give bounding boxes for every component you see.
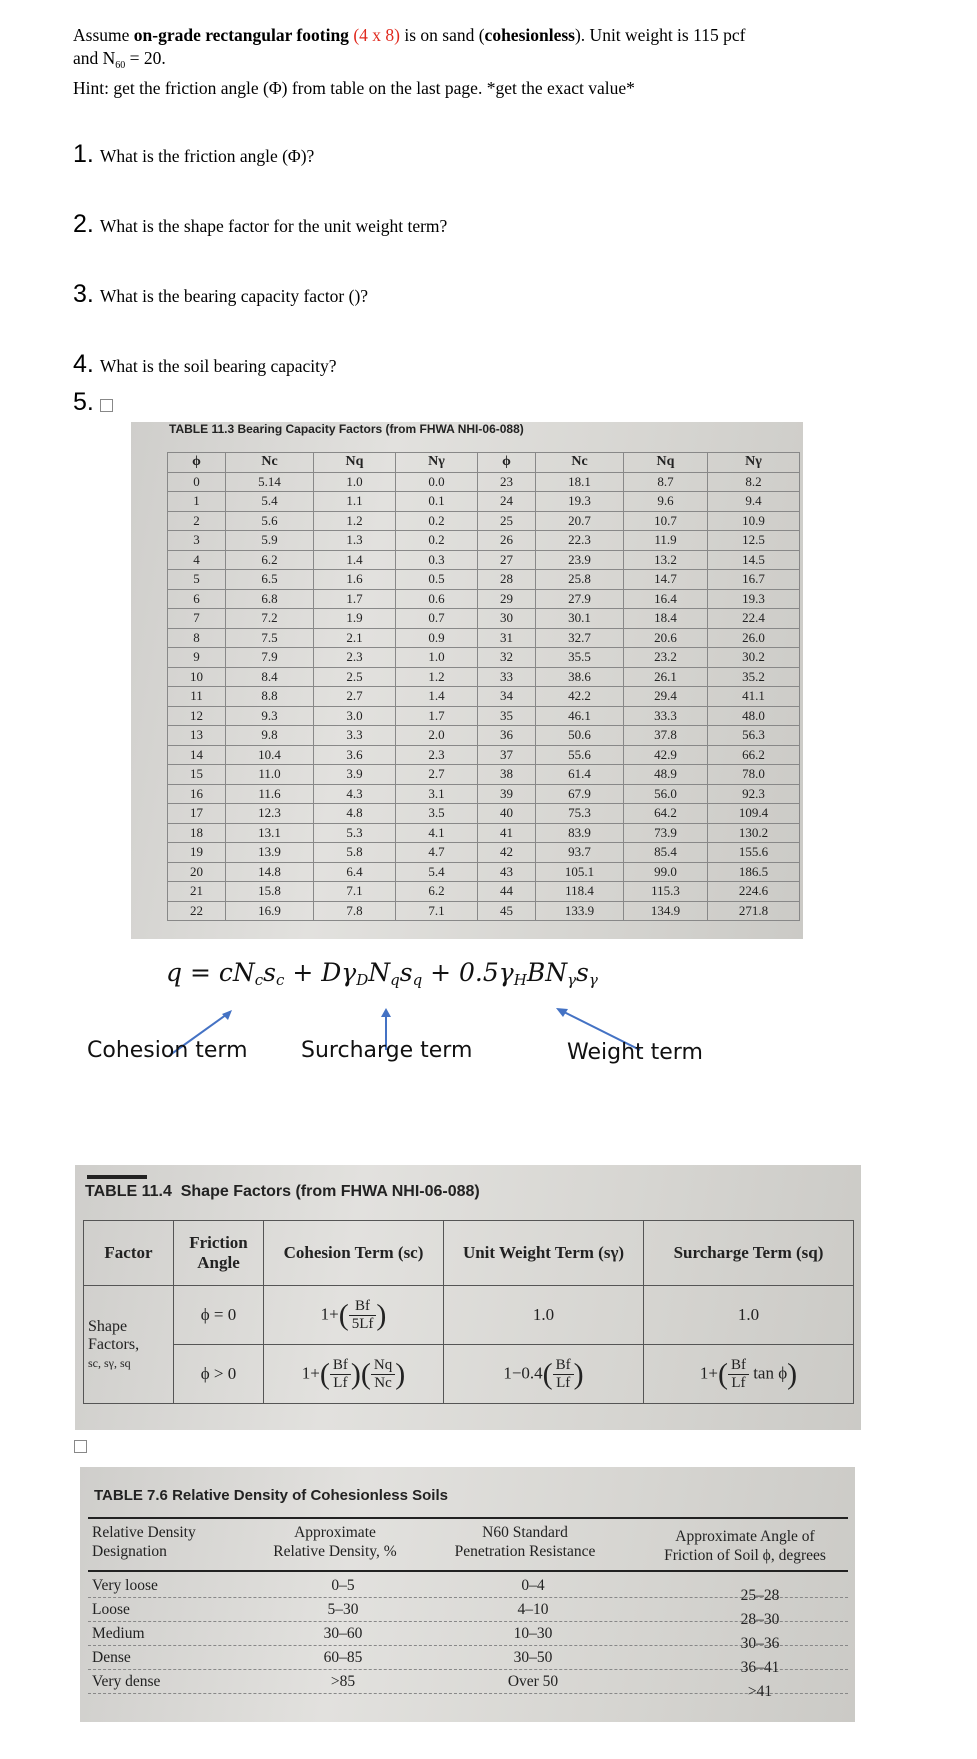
table-cell: 61.4 — [536, 765, 624, 785]
table-row — [168, 492, 800, 512]
table-cell: 17 — [168, 804, 226, 824]
cell-designation: Loose — [92, 1601, 130, 1618]
table-cell: 115.3 — [624, 882, 708, 902]
table-cell: 5.14 — [226, 472, 314, 492]
checkbox[interactable] — [74, 1440, 87, 1453]
cell-density: >85 — [330, 1673, 356, 1690]
table-row — [168, 667, 800, 687]
table-cell: 93.7 — [536, 843, 624, 863]
table-cell: 37.8 — [624, 726, 708, 746]
table-cell: 224.6 — [708, 882, 800, 902]
table-cell: 16 — [168, 784, 226, 804]
table-cell: 13.2 — [624, 550, 708, 570]
table-cell: 4.7 — [396, 843, 478, 863]
table-cell: 16.9 — [226, 901, 314, 921]
table-7-6-image — [80, 1467, 855, 1722]
header-nq: Nq — [314, 453, 396, 473]
table-cell: 23.9 — [536, 550, 624, 570]
table-cell: 27.9 — [536, 589, 624, 609]
table-cell: 2.3 — [314, 648, 396, 668]
table-row — [168, 570, 800, 590]
table-cell: 0.2 — [396, 531, 478, 551]
table-row — [168, 784, 800, 804]
question-3: 3. What is the bearing capacity factor ()? — [73, 280, 369, 308]
bearing-capacity-formula: $q = cN_cs_c + D\gamma_DN_qs_q + 0.5\gamma_HBN_\gamma s_\gamma$ — [166, 958, 598, 989]
weight-term-label: Weight term — [567, 1040, 703, 1065]
table-cell: 16.4 — [624, 589, 708, 609]
table-cell: 3.0 — [314, 706, 396, 726]
table-cell: 37 — [478, 745, 536, 765]
table-row — [168, 628, 800, 648]
cell-density: 5–30 — [327, 1601, 359, 1618]
table-row — [168, 882, 800, 902]
table-cell: 4 — [168, 550, 226, 570]
table-cell: 13.1 — [226, 823, 314, 843]
question-4: 4. What is the soil bearing capacity? — [73, 350, 337, 378]
table-cell: 39 — [478, 784, 536, 804]
table-cell: 0 — [168, 472, 226, 492]
table-cell: 14 — [168, 745, 226, 765]
header-phi: ϕ — [478, 453, 536, 473]
table-11-4-image — [75, 1165, 861, 1430]
table-row — [168, 648, 800, 668]
table-cell: 3.9 — [314, 765, 396, 785]
table-cell: 105.1 — [536, 862, 624, 882]
table-cell: 1.4 — [396, 687, 478, 707]
table-cell: 30.1 — [536, 609, 624, 629]
table-cell: 32.7 — [536, 628, 624, 648]
table-cell: 41 — [478, 823, 536, 843]
table-cell: 14.7 — [624, 570, 708, 590]
table-cell: 10.4 — [226, 745, 314, 765]
table-cell: 14.5 — [708, 550, 800, 570]
table-cell: 15 — [168, 765, 226, 785]
table-cell: 134.9 — [624, 901, 708, 921]
cell-angle: 36–41 — [740, 1659, 780, 1676]
table-cell: 46.1 — [536, 706, 624, 726]
table-cell: 27 — [478, 550, 536, 570]
question-2: 2. What is the shape factor for the unit weight term? — [73, 210, 448, 238]
table-cell: 3 — [168, 531, 226, 551]
table-cell: 7.9 — [226, 648, 314, 668]
table-cell: 8.7 — [624, 472, 708, 492]
table-cell: 11.0 — [226, 765, 314, 785]
table-cell: 41.1 — [708, 687, 800, 707]
table-cell: 67.9 — [536, 784, 624, 804]
table-cell: 24 — [478, 492, 536, 512]
table-cell: 1.3 — [314, 531, 396, 551]
table-cell: 40 — [478, 804, 536, 824]
surcharge-phi-positive: 1+( $\frac{Bf}{Lf}$ tan ϕ) — [644, 1345, 854, 1404]
table-cell: 10.7 — [624, 511, 708, 531]
table-cell: 5.8 — [314, 843, 396, 863]
table-cell: 20 — [168, 862, 226, 882]
unit-weight-phi-zero: 1.0 — [444, 1286, 644, 1345]
table-cell: 14.8 — [226, 862, 314, 882]
table-cell: 12.5 — [708, 531, 800, 551]
table-cell: 18 — [168, 823, 226, 843]
table-cell: 6.2 — [396, 882, 478, 902]
table-cell: 11.6 — [226, 784, 314, 804]
table-row — [168, 726, 800, 746]
table-cell: 26.0 — [708, 628, 800, 648]
table-cell: 5.4 — [396, 862, 478, 882]
header-spt: N60 Standard Penetration Resistance — [454, 1524, 596, 1560]
table-cell: 13.9 — [226, 843, 314, 863]
table-cell: 31 — [478, 628, 536, 648]
table-cell: 2.3 — [396, 745, 478, 765]
angle-positive: ϕ > 0 — [174, 1345, 264, 1404]
table-cell: 5.6 — [226, 511, 314, 531]
surcharge-term-label: Surcharge term — [301, 1038, 473, 1063]
table-row — [168, 901, 800, 921]
cell-spt: 30–50 — [513, 1649, 553, 1666]
table-cell: 30.2 — [708, 648, 800, 668]
table-cell: 26.1 — [624, 667, 708, 687]
header-angle: Approximate Angle of Friction of Soil ϕ, degrees — [664, 1528, 826, 1564]
table-cell: 3.1 — [396, 784, 478, 804]
table-cell: 18.4 — [624, 609, 708, 629]
table-cell: 22 — [168, 901, 226, 921]
table-cell: 33 — [478, 667, 536, 687]
table-cell: 186.5 — [708, 862, 800, 882]
table-cell: 1.4 — [314, 550, 396, 570]
table-row — [168, 609, 800, 629]
table-cell: 2.0 — [396, 726, 478, 746]
table-cell: 19.3 — [708, 589, 800, 609]
table-row — [168, 550, 800, 570]
table-cell: 42.2 — [536, 687, 624, 707]
table-cell: 3.5 — [396, 804, 478, 824]
table-cell: 1.9 — [314, 609, 396, 629]
table-11-4-title: TABLE 11.4 Shape Factors (from FHWA NHI-06-088) — [85, 1183, 480, 1200]
header-surcharge: Surcharge Term (sq) — [644, 1221, 854, 1286]
table-cell: 8 — [168, 628, 226, 648]
table-cell: 6.5 — [226, 570, 314, 590]
cell-density: 0–5 — [331, 1577, 355, 1594]
cell-designation: Very dense — [92, 1673, 161, 1690]
cell-designation: Very loose — [92, 1577, 158, 1594]
table-cell: 2.7 — [314, 687, 396, 707]
bearing-capacity-table — [167, 452, 800, 921]
table-cell: 99.0 — [624, 862, 708, 882]
cell-angle: 30–36 — [740, 1635, 780, 1652]
footing-dimensions: (4 x 8) — [353, 25, 400, 45]
table-cell: 13 — [168, 726, 226, 746]
table-cell: 30 — [478, 609, 536, 629]
table-cell: 0.7 — [396, 609, 478, 629]
table-cell: 4.1 — [396, 823, 478, 843]
table-7-6-title: TABLE 7.6 Relative Density of Cohesionless Soils — [94, 1487, 448, 1504]
table-cell: 9.3 — [226, 706, 314, 726]
cell-angle: 28–30 — [740, 1611, 780, 1628]
cell-spt: 4–10 — [517, 1601, 549, 1618]
table-cell: 78.0 — [708, 765, 800, 785]
cell-designation: Dense — [92, 1649, 131, 1666]
table-cell: 7.1 — [314, 882, 396, 902]
header-cohesion: Cohesion Term (sc) — [264, 1221, 444, 1286]
table-cell: 22.3 — [536, 531, 624, 551]
table-cell: 7 — [168, 609, 226, 629]
table-cell: 1 — [168, 492, 226, 512]
table-cell: 271.8 — [708, 901, 800, 921]
table-cell: 38 — [478, 765, 536, 785]
table-cell: 23.2 — [624, 648, 708, 668]
table-cell: 35 — [478, 706, 536, 726]
table-cell: 34 — [478, 687, 536, 707]
table-header-row — [168, 453, 800, 473]
table-cell: 43 — [478, 862, 536, 882]
table-11-3-image — [131, 422, 803, 939]
table-cell: 56.0 — [624, 784, 708, 804]
header-designation: Relative Density Designation — [92, 1524, 196, 1560]
table-cell: 2.1 — [314, 628, 396, 648]
arrowhead — [381, 1008, 391, 1017]
table-cell: 85.4 — [624, 843, 708, 863]
header-nc: Nc — [226, 453, 314, 473]
table-cell: 9.6 — [624, 492, 708, 512]
problem-line-2: and $N_{60} = 20$. — [73, 48, 166, 71]
table-cell: 4.8 — [314, 804, 396, 824]
table-cell: 7.8 — [314, 901, 396, 921]
table-cell: 1.7 — [396, 706, 478, 726]
title-rule — [87, 1175, 147, 1179]
table-cell: 45 — [478, 901, 536, 921]
table-cell: 9.4 — [708, 492, 800, 512]
table-cell: 26 — [478, 531, 536, 551]
table-cell: 7.2 — [226, 609, 314, 629]
header-rule — [88, 1517, 848, 1519]
table-row — [168, 823, 800, 843]
table-cell: 11.9 — [624, 531, 708, 551]
table-cell: 6 — [168, 589, 226, 609]
cell-density: 60–85 — [323, 1649, 363, 1666]
header-phi: ϕ — [168, 453, 226, 473]
table-row — [168, 804, 800, 824]
table-cell: 0.1 — [396, 492, 478, 512]
table-cell: 20.6 — [624, 628, 708, 648]
table-cell: 35.2 — [708, 667, 800, 687]
table-cell: 35.5 — [536, 648, 624, 668]
table-cell: 1.2 — [314, 511, 396, 531]
table-cell: 19.3 — [536, 492, 624, 512]
problem-statement — [73, 24, 913, 100]
table-cell: 4.3 — [314, 784, 396, 804]
table-cell: 92.3 — [708, 784, 800, 804]
table-row — [168, 706, 800, 726]
header-friction-angle: Friction Angle — [174, 1221, 264, 1286]
angle-zero: ϕ = 0 — [174, 1286, 264, 1345]
cell-angle: 25–28 — [740, 1587, 780, 1604]
table-cell: 7.1 — [396, 901, 478, 921]
unit-weight-phi-positive: 1−0.4( $\frac{Bf}{Lf}$ ) — [444, 1345, 644, 1404]
header-unit-weight: Unit Weight Term (sγ) — [444, 1221, 644, 1286]
header-nc: Nc — [536, 453, 624, 473]
table-cell: 19 — [168, 843, 226, 863]
table-cell: 9 — [168, 648, 226, 668]
table-cell: 36 — [478, 726, 536, 746]
table-row — [168, 843, 800, 863]
table-cell: 44 — [478, 882, 536, 902]
table-cell: 56.3 — [708, 726, 800, 746]
table-cell: 25.8 — [536, 570, 624, 590]
table-cell: 48.9 — [624, 765, 708, 785]
cohesion-term-label: Cohesion term — [87, 1038, 248, 1063]
table-row — [168, 589, 800, 609]
table-cell: 20.7 — [536, 511, 624, 531]
table-cell: 25 — [478, 511, 536, 531]
table-row — [168, 472, 800, 492]
table-cell: 8.2 — [708, 472, 800, 492]
table-cell: 5.3 — [314, 823, 396, 843]
table-cell: 3.6 — [314, 745, 396, 765]
table-cell: 55.6 — [536, 745, 624, 765]
table-cell: 66.2 — [708, 745, 800, 765]
table-cell: 75.3 — [536, 804, 624, 824]
header-rule-bottom — [88, 1570, 848, 1572]
table-cell: 6.4 — [314, 862, 396, 882]
cell-designation: Medium — [92, 1625, 145, 1642]
table-cell: 0.6 — [396, 589, 478, 609]
table-cell: 5.4 — [226, 492, 314, 512]
table-cell: 118.4 — [536, 882, 624, 902]
table-row — [168, 745, 800, 765]
header-factor: Factor — [84, 1221, 174, 1286]
checkbox[interactable] — [100, 399, 113, 412]
table-cell: 9.8 — [226, 726, 314, 746]
header-density: Approximate Relative Density, % — [273, 1524, 397, 1560]
table-cell: 8.4 — [226, 667, 314, 687]
table-cell: 64.2 — [624, 804, 708, 824]
table-cell: 12 — [168, 706, 226, 726]
table-cell: 42 — [478, 843, 536, 863]
header-ngamma: Nγ — [396, 453, 478, 473]
table-cell: 7.5 — [226, 628, 314, 648]
table-cell: 33.3 — [624, 706, 708, 726]
table-cell: 28 — [478, 570, 536, 590]
cohesion-phi-zero: 1+( $\frac{Bf}{5Lf}$ ) — [264, 1286, 444, 1345]
row-label: Shape Factors, sc, sγ, sq — [84, 1286, 174, 1404]
cell-density: 30–60 — [323, 1625, 363, 1642]
checkbox-wrapper — [74, 1437, 87, 1455]
table-cell: 83.9 — [536, 823, 624, 843]
table-cell: 10.9 — [708, 511, 800, 531]
table-cell: 16.7 — [708, 570, 800, 590]
table-row — [168, 765, 800, 785]
table-cell: 48.0 — [708, 706, 800, 726]
cohesion-phi-positive: 1+( $\frac{Bf}{Lf}$ )( $\frac{Nq}{Nc}$ ) — [264, 1345, 444, 1404]
table-cell: 0.3 — [396, 550, 478, 570]
table-cell: 32 — [478, 648, 536, 668]
table-cell: 73.9 — [624, 823, 708, 843]
table-cell: 50.6 — [536, 726, 624, 746]
table-cell: 29.4 — [624, 687, 708, 707]
table-row — [168, 511, 800, 531]
cell-angle: >41 — [747, 1683, 773, 1700]
table-cell: 11 — [168, 687, 226, 707]
table-cell: 5 — [168, 570, 226, 590]
cell-spt: 0–4 — [521, 1577, 545, 1594]
table-cell: 15.8 — [226, 882, 314, 902]
table-row — [168, 531, 800, 551]
table-cell: 133.9 — [536, 901, 624, 921]
table-cell: 0.5 — [396, 570, 478, 590]
table-cell: 109.4 — [708, 804, 800, 824]
hint-text: Hint: get the friction angle (Φ) from table on the last page. *get the exact value* — [73, 78, 635, 98]
table-cell: 3.3 — [314, 726, 396, 746]
table-cell: 1.1 — [314, 492, 396, 512]
table-cell: 21 — [168, 882, 226, 902]
cell-spt: 10–30 — [513, 1625, 553, 1642]
table-cell: 42.9 — [624, 745, 708, 765]
surcharge-phi-zero: 1.0 — [644, 1286, 854, 1345]
table-cell: 8.8 — [226, 687, 314, 707]
table-cell: 12.3 — [226, 804, 314, 824]
table-cell: 22.4 — [708, 609, 800, 629]
table-cell: 0.9 — [396, 628, 478, 648]
shape-factors-table — [83, 1220, 854, 1404]
table-cell: 0.0 — [396, 472, 478, 492]
table-cell: 18.1 — [536, 472, 624, 492]
arrowhead — [222, 1010, 232, 1020]
table-cell: 1.6 — [314, 570, 396, 590]
table-cell: 2 — [168, 511, 226, 531]
cell-spt: Over 50 — [507, 1673, 559, 1690]
table-cell: 6.2 — [226, 550, 314, 570]
table-cell: 23 — [478, 472, 536, 492]
table-cell: 1.2 — [396, 667, 478, 687]
table-cell: 6.8 — [226, 589, 314, 609]
table-cell: 2.5 — [314, 667, 396, 687]
table-cell: 1.0 — [396, 648, 478, 668]
question-1: 1. What is the friction angle (Φ)? — [73, 140, 315, 168]
table-cell: 1.7 — [314, 589, 396, 609]
table-row — [168, 862, 800, 882]
table-cell: 155.6 — [708, 843, 800, 863]
table-cell: 130.2 — [708, 823, 800, 843]
problem-line-1: Assume on-grade rectangular footing (4 x 8) is on sand (cohesionless). Unit weight is 115 pcf — [73, 25, 746, 45]
table-11-3-title: TABLE 11.3 Bearing Capacity Factors (from FHWA NHI-06-088) — [169, 422, 524, 436]
table-cell: 10 — [168, 667, 226, 687]
table-cell: 5.9 — [226, 531, 314, 551]
table-cell: 29 — [478, 589, 536, 609]
question-5: 5. — [73, 388, 113, 417]
table-row — [168, 687, 800, 707]
table-cell: 38.6 — [536, 667, 624, 687]
table-cell: 0.2 — [396, 511, 478, 531]
table-cell: 1.0 — [314, 472, 396, 492]
table-cell: 2.7 — [396, 765, 478, 785]
header-nq: Nq — [624, 453, 708, 473]
header-ngamma: Nγ — [708, 453, 800, 473]
